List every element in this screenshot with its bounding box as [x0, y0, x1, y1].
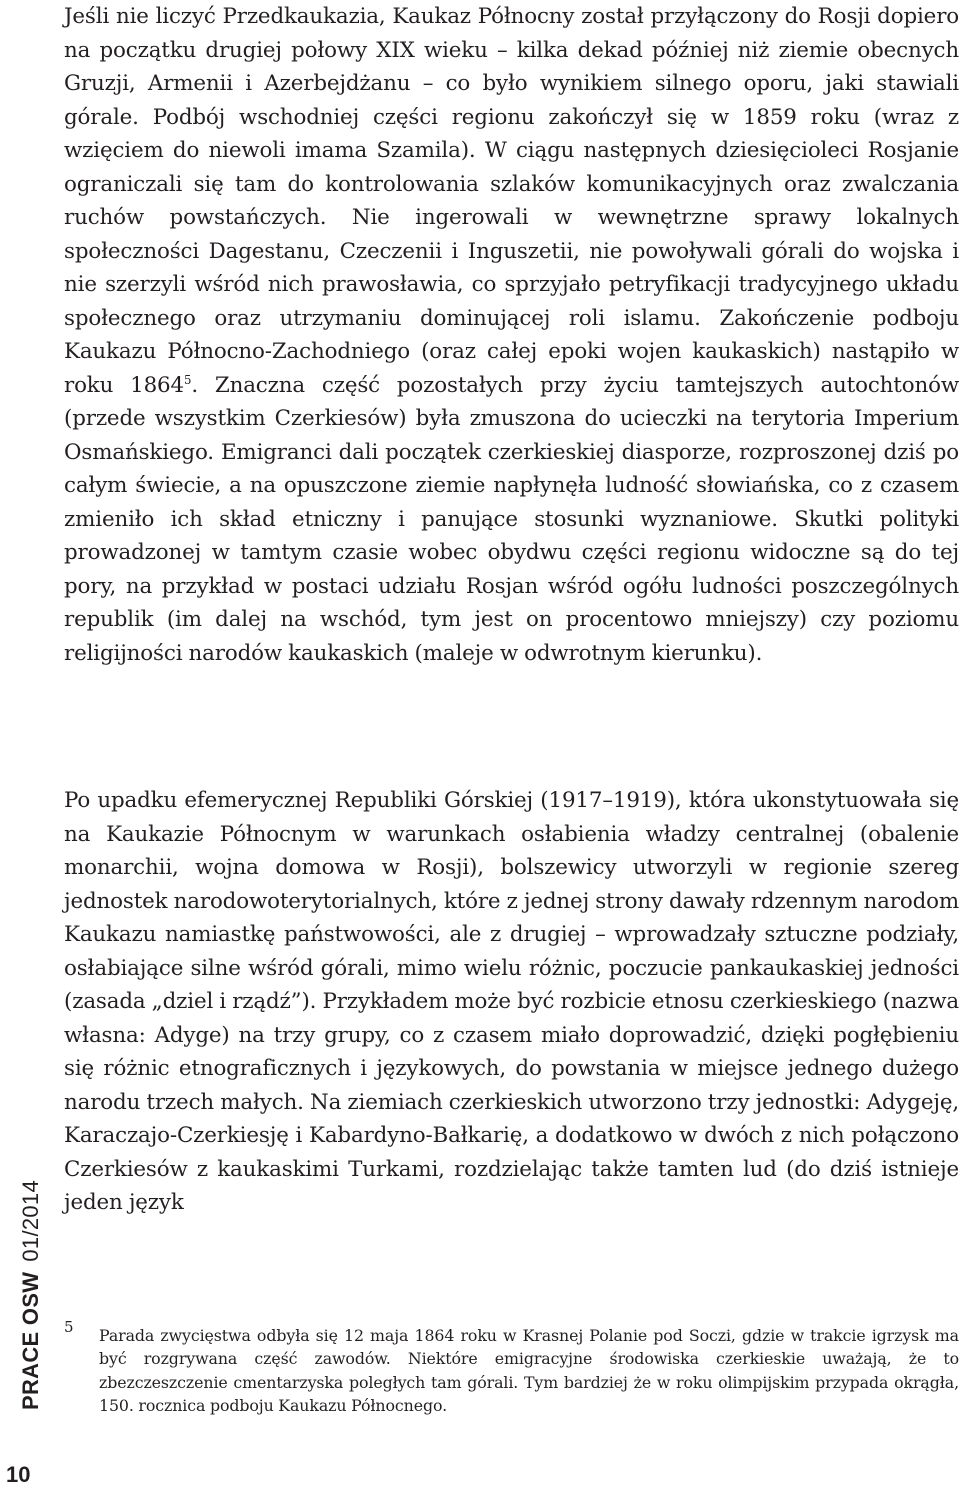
- page-number: 10: [6, 1462, 31, 1487]
- publication-brand: PRACE OSW: [18, 1271, 43, 1410]
- footnote-reference-5[interactable]: 5: [183, 372, 192, 387]
- publication-label: [18, 1180, 44, 1410]
- footnote: [64, 1318, 959, 1417]
- publication-sidebar: [0, 1140, 43, 1410]
- footnote-text: Parada zwycięstwa odbyła się 12 maja 1864 roku w Krasnej Polanie pod Soczi, gdzie w trakcie igrzysk ma być rozgrywana część zawodów. Niektóre emigracyjne środowiska czerkieskie uważają, że to zbezczeszczenie cmentarzyska poległych tam górali. Tym bardziej że w roku olimpijskim przypada okrągła, 150. rocznica podboju Kaukazu Północnego.: [99, 1326, 959, 1415]
- paragraph-1-text: Jeśli nie liczyć Przedkaukazia, Kaukaz Północny został przyłączony do Rosji dopiero na początku drugiej połowy XIX wieku – kilka dekad później niż ziemie obecnych Gruzji, Armenii i Azerbejdżanu – co było wynikiem silnego oporu, jaki stawiali górale. Podbój wschodniej części regionu zakończył się w 1859 roku (wraz z wzięciem do niewoli imama Szamila). W ciągu następnych dziesięcioleci Rosjanie ograniczali się tam do kontrolowania szlaków komunikacyjnych oraz zwalczania ruchów powstańczych. Nie ingerowali w wewnętrzne sprawy lokalnych społeczności Dagestanu, Czeczenii i Inguszetii, nie powoływali górali do wojska i nie szerzyli wśród nich prawosławia, co sprzyjało petryfikacji tradycyjnego układu społecznego oraz utrzymaniu dominującej roli islamu. Zakończenie podboju Kaukazu Północno-Zachodniego (oraz całej epoki wojen kaukaskich) nastąpiło w roku 1864: [64, 4, 959, 398]
- publication-issue: 01/2014: [18, 1180, 43, 1262]
- paragraph-1-text-continued: . Znaczna część pozostałych przy życiu tamtejszych autochtonów (przede wszystkim Czerkiesów) była zmuszona do ucieczki na terytoria Imperium Osmańskiego. Emigranci dali początek czerkieskiej diasporze, rozproszonej dziś po całym świecie, a na opuszczone ziemie napłynęła ludność słowiańska, co z czasem zmieniło ich skład etniczny i panujące stosunki wyznaniowe. Skutki polityki prowadzonej w tamtym czasie wobec obydwu części regionu widoczne są do tej pory, na przykład w postaci udziału Rosjan wśród ogółu ludności poszczególnych republik (im dalej na wschód, tym jest on procentowo mniejszy) czy poziomu religijności narodów kaukaskich (maleje w odwrotnym kierunku).: [64, 372, 959, 666]
- body-paragraph-1: [64, 0, 959, 670]
- footnote-number: 5: [64, 1318, 74, 1336]
- body-paragraph-2: Po upadku efemerycznej Republiki Górskiej (1917–1919), która ukonstytuowała się na Kaukazie Północnym w warunkach osłabienia władzy centralnej (obalenie monarchii, wojna domowa w Rosji), bolszewicy utworzyli w regionie szereg jednostek narodowoterytorialnych, które z jednej strony dawały rdzennym narodom Kaukazu namiastkę państwowości, ale z drugiej – wprowadzały sztuczne podziały, osłabiające silne wśród górali, mimo wielu różnic, poczucie pankaukaskiej jedności (zasada „dziel i rządź”). Przykładem może być rozbicie etnosu czerkieskiego (nazwa własna: Adyge) na trzy grupy, co z czasem miało doprowadzić, dzięki pogłębieniu się różnic etnograficznych i językowych, do powstania w miejsce jednego dużego narodu trzech małych. Na ziemiach czerkieskich utworzono trzy jednostki: Adygeję, Karaczajo-Czerkiesję i Kabardyno-Bałkarię, a dodatkowo w dwóch z nich połączono Czerkiesów z kaukaskimi Turkami, rozdzielając także tamten lud (do dziś istnieje jeden język: [64, 788, 959, 1215]
